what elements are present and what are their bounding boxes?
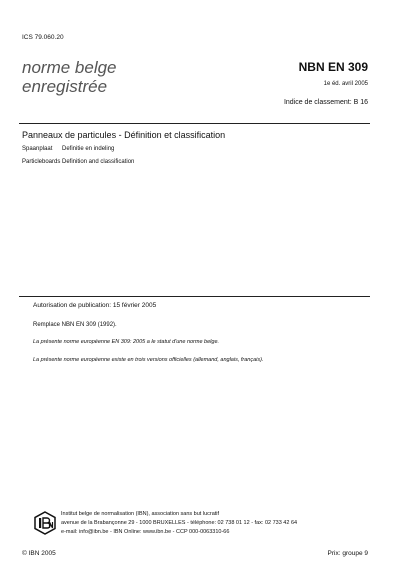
ics-code: ICS 79.060.20 xyxy=(22,34,64,41)
edition-date: 1e éd. avril 2005 xyxy=(323,81,368,87)
versions-note: La présente norme européenne existe en trois versions officielles (allemand, anglais, français). xyxy=(33,357,264,363)
title-french: Panneaux de particules - Définition et classification xyxy=(22,130,226,140)
title-english xyxy=(22,159,134,165)
footer-institute: Institut belge de normalisation (IBN), association sans but lucratif xyxy=(61,511,220,517)
top-divider xyxy=(19,123,370,124)
title-dutch xyxy=(22,146,114,152)
footer-address: avenue de la Brabançonne 29 - 1000 BRUXELLES - téléphone: 02 738 01 12 - fax: 02 733 42 64 xyxy=(61,520,298,526)
title-english-text: Definition and classification xyxy=(62,159,135,165)
brand-title xyxy=(22,58,117,96)
copyright: © IBN 2005 xyxy=(22,550,56,557)
brand-line-1: norme belge xyxy=(22,58,117,77)
footer-contact: e-mail: info@ibn.be - IBN Online: www.ibn.be - CCP 000-0063310-66 xyxy=(61,529,230,535)
brand-line-2: enregistrée xyxy=(22,77,108,96)
replaces-note: Remplace NBN EN 309 (1992). xyxy=(33,322,117,328)
middle-divider xyxy=(19,296,370,297)
standard-code: NBN EN 309 xyxy=(298,60,368,74)
classification-index: Indice de classement: B 16 xyxy=(283,99,368,106)
title-dutch-lang: Spaanplaat xyxy=(22,146,53,152)
title-dutch-text: Definitie en indeling xyxy=(62,146,115,152)
status-note: La présente norme européenne EN 309: 2005 a le statut d'une norme belge. xyxy=(33,339,220,345)
ibn-logo-icon xyxy=(34,511,56,535)
price-group: Prix: groupe 9 xyxy=(327,550,368,557)
publication-authorization: Autorisation de publication: 15 février 2005 xyxy=(33,302,157,309)
title-english-lang: Particleboards xyxy=(22,159,61,165)
